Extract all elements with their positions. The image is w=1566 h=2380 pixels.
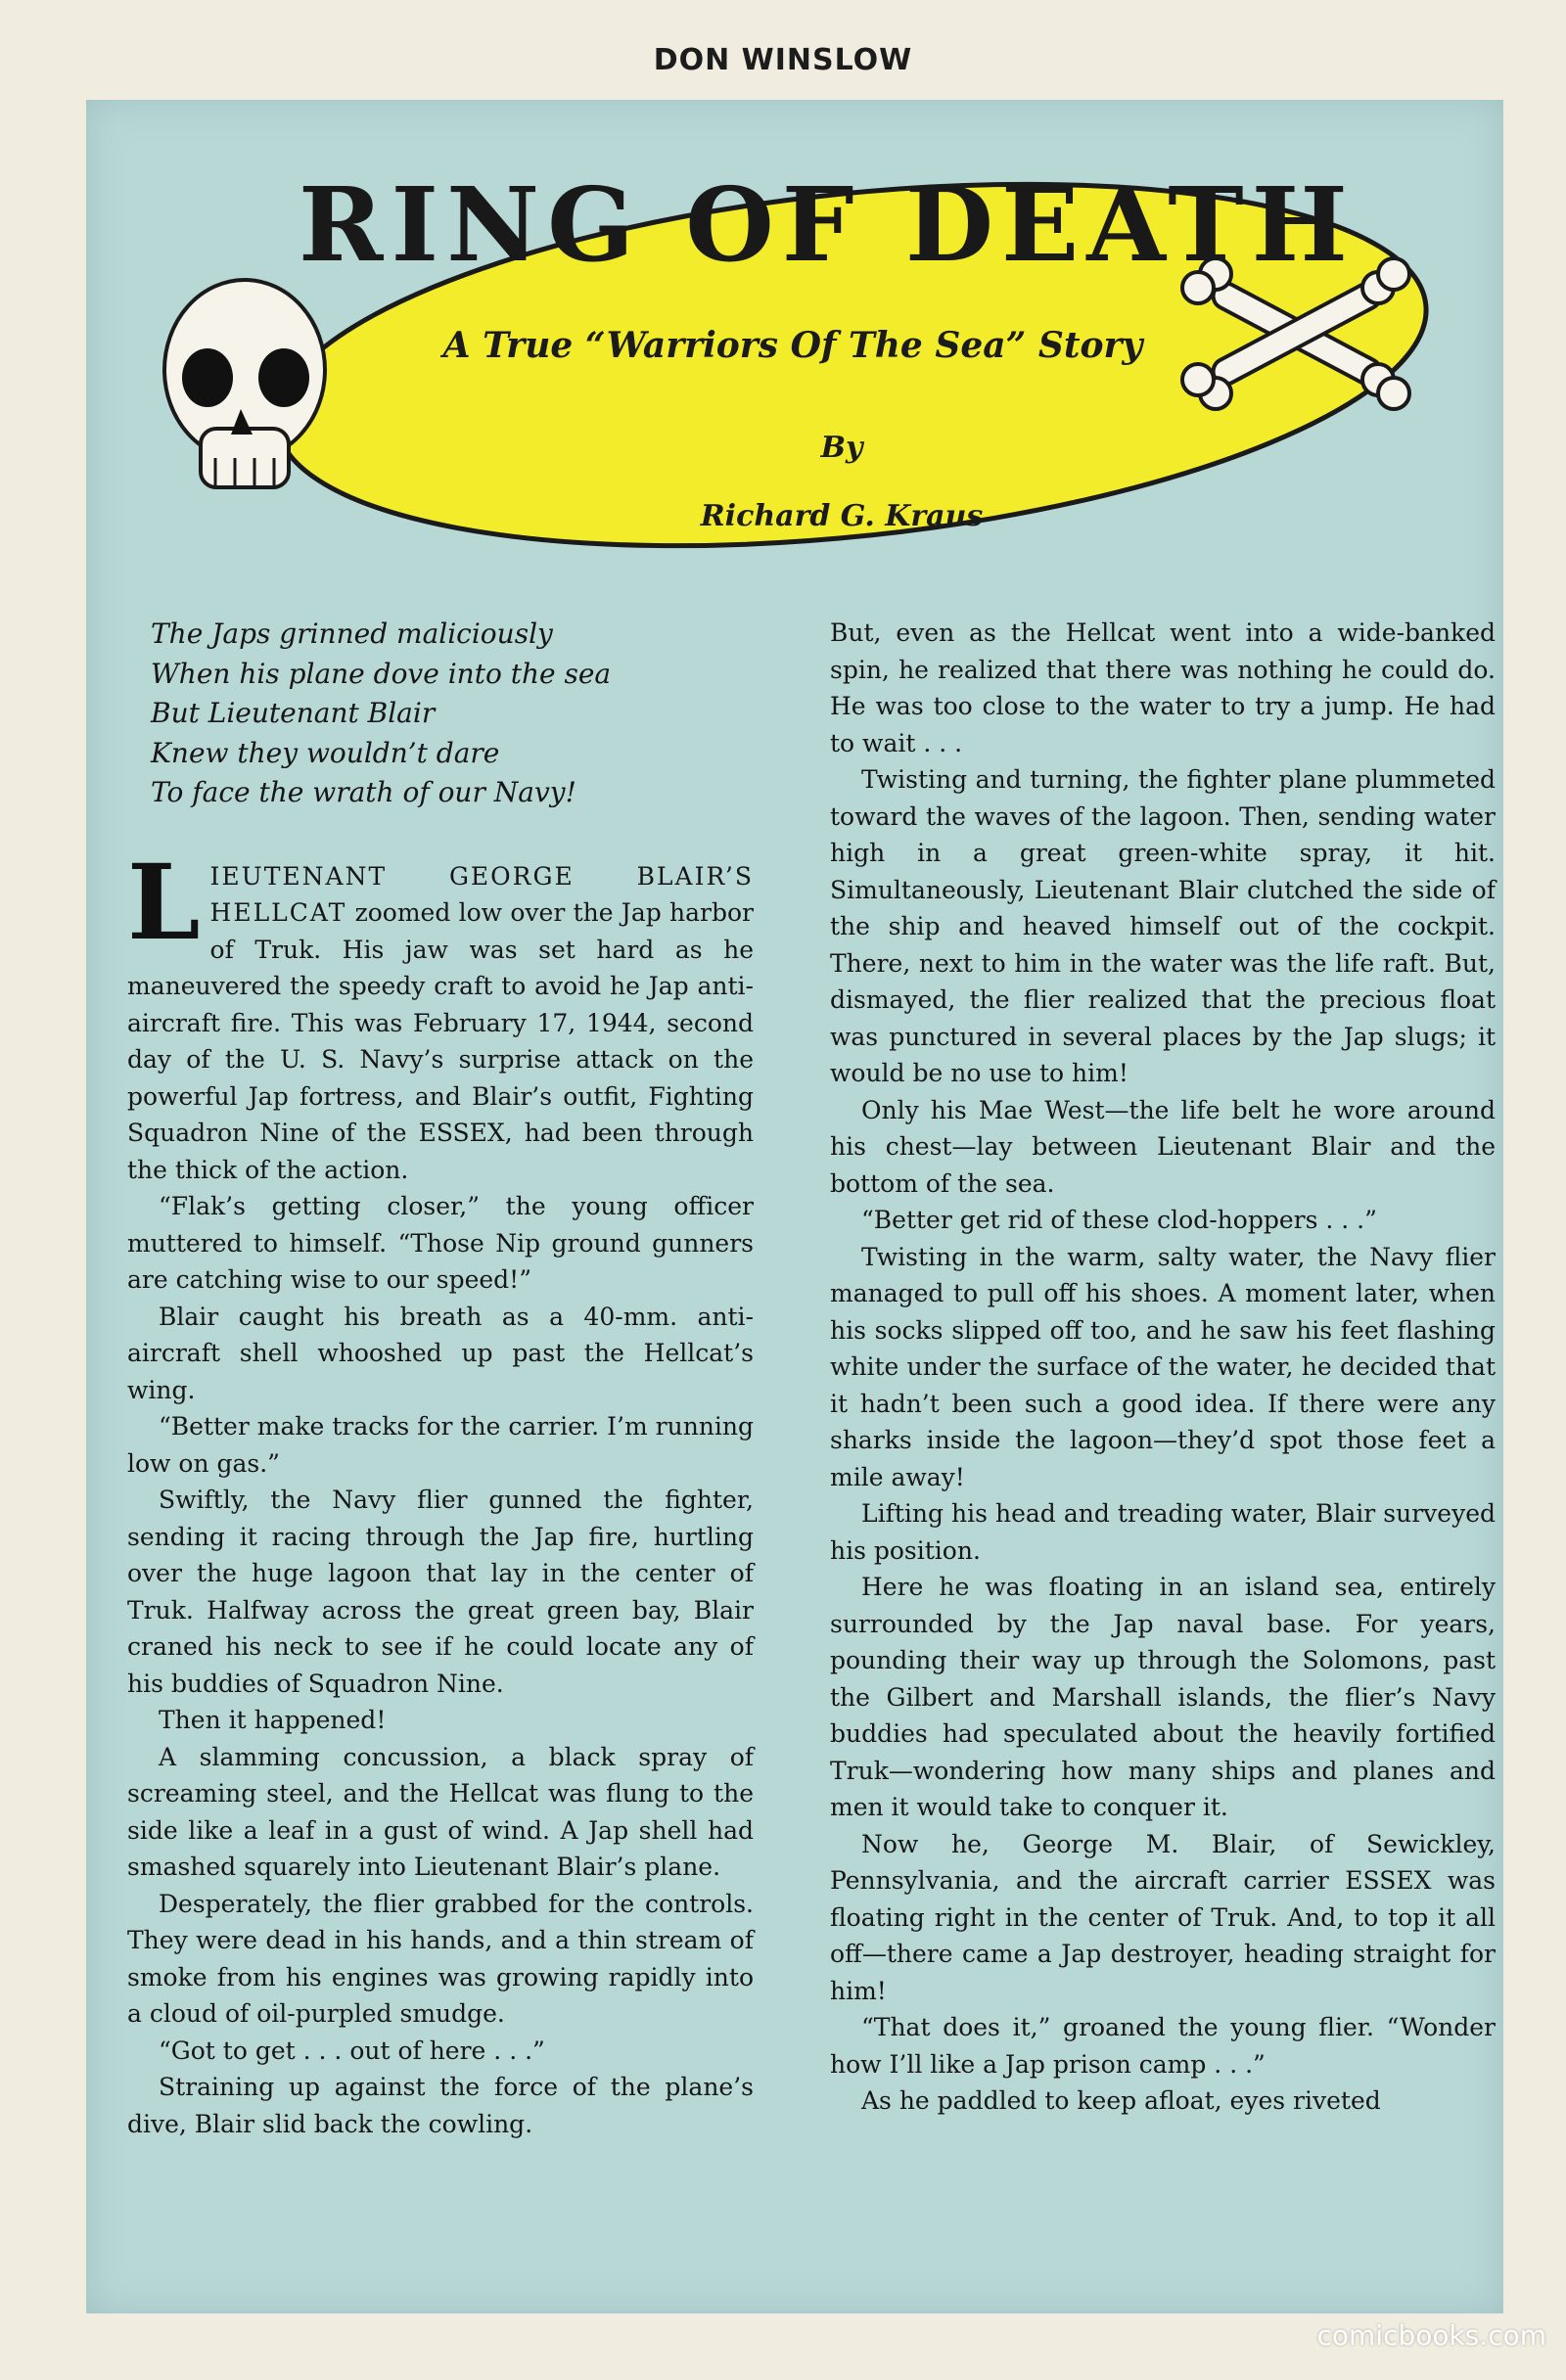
paragraph: But, even as the Hellcat went into a wide-banked spin, he realized that there was nothing he could do. He was too close to the water to try a jump. He had to wait . . . (830, 618, 1496, 757)
paragraph: As he paddled to keep afloat, eyes riveted (861, 2086, 1381, 2115)
site-watermark: comicbooks.com (1316, 2319, 1546, 2352)
paragraph: Then it happened! (159, 1706, 387, 1735)
verse-line: The Japs grinned maliciously (151, 618, 553, 650)
paragraph: Only his Mae West—the life belt he wore around his chest—lay between Lieutenant Blair and the bottom of the sea. (830, 1095, 1496, 1198)
paragraph: “That does it,” groaned the young flier. “Wonder how I’ll like a Jap prison camp . . .” (830, 2013, 1496, 2079)
title-banner (147, 115, 1439, 575)
paragraph: Straining up against the force of the plane’s dive, Blair slid back the cowling. (127, 2073, 754, 2138)
lead-rest: zoomed low over the Jap harbor of Truk. His jaw was set hard as he maneuvered the speedy craft to avoid he Jap anti-aircraft fire. This was February 17, 1944, second day of the U. S. Navy’s surprise attack on the powerful Jap fortress, and Blair’s outfit, Fighting Squadron Nine of the ESSEX, had been through the thick of the action. (127, 898, 754, 1184)
paragraph: Now he, George M. Blair, of Sewickley, Pennsylvania, and the aircraft carrier ESSEX was floating right in the center of Truk. And, to top it all off—there came a Jap destroyer, heading straight for him! (830, 1829, 1496, 2005)
intro-verse (151, 615, 754, 813)
paragraph: Twisting and turning, the fighter plane plummeted toward the waves of the lagoon. Then, sending water high in a great green-white spray, it hit. Simultaneously, Lieutenant Blair clutched the side of the ship and heaved himself out of the cockpit. There, next to him in the water was the life raft. But, dismayed, the flier realized that the precious float was punctured in several places by the Jap slugs; it would be no use to him! (830, 765, 1496, 1087)
verse-line: When his plane dove into the sea (151, 657, 612, 690)
paragraph: Twisting in the warm, salty water, the Navy flier managed to pull off his shoes. A moment later, when his socks slipped off too, and he saw his feet flashing white under the surface of the water, he decided that it hadn’t been such a good idea. If there were any sharks inside the lagoon—they’d spot those feet a mile away! (830, 1242, 1496, 1491)
paragraph: “Got to get . . . out of here . . .” (159, 2036, 545, 2065)
paragraph: Lifting his head and treading water, Blair surveyed his position. (830, 1499, 1496, 1565)
paragraph: A slamming concussion, a black spray of screaming steel, and the Hellcat was flung to the side like a leaf in a gust of wind. A Jap shell had smashed squarely into Lieutenant Blair’s plane. (127, 1742, 754, 1882)
paragraph: Here he was floating in an island sea, entirely surrounded by the Jap naval base. For years, pounding their way up through the Solomons, past the Gilbert and Marshall islands, the flier’s Navy buddies had speculated about the heavily fortified Truk—wondering how many ships and planes and men it would take to conquer it. (830, 1573, 1496, 1821)
lead-caps: IEUTENANT GEORGE BLAIR’S HELLCAT (209, 861, 754, 928)
paragraph: Swiftly, the Navy flier gunned the fighter, sending it racing through the Jap fire, hurtling over the huge lagoon that lay in the center of Truk. Halfway across the great green bay, Blair craned his neck to see if he could locate any of his buddies of Squadron Nine. (127, 1486, 754, 1698)
drop-cap: L (127, 840, 201, 963)
author-name: Richard G. Kraus (700, 499, 984, 533)
story-subtitle: A True “Warriors Of The Sea” Story (442, 325, 1143, 366)
verse-line: To face the wrath of our Navy! (151, 776, 576, 809)
left-body-text (127, 840, 754, 2143)
left-column (127, 615, 754, 2142)
verse-line: But Lieutenant Blair (151, 697, 436, 730)
paragraph: Desperately, the flier grabbed for the controls. They were dead in his hands, and a thin stream of smoke from his engines was growing rapidly into a cloud of oil-purpled smudge. (127, 1889, 754, 2029)
lead-paragraph (127, 840, 754, 1189)
paragraph: “Flak’s getting closer,” the young officer muttered to himself. “Those Nip ground gunners are catching wise to our speed!” (127, 1192, 754, 1295)
paragraph: “Better get rid of these clod-hoppers . . .” (861, 1206, 1377, 1234)
running-head: DON WINSLOW (653, 43, 913, 77)
right-column (830, 615, 1496, 2120)
paragraph: “Better make tracks for the carrier. I’m running low on gas.” (127, 1412, 754, 1478)
paragraph: Blair caught his breath as a 40-mm. anti-aircraft shell whooshed up past the Hellcat’s wing. (127, 1302, 754, 1404)
byline-label: By (820, 431, 863, 465)
story-title: RING OF DEATH (299, 164, 1356, 285)
verse-line: Knew they wouldn’t dare (151, 736, 500, 769)
right-body-text (830, 615, 1496, 2120)
